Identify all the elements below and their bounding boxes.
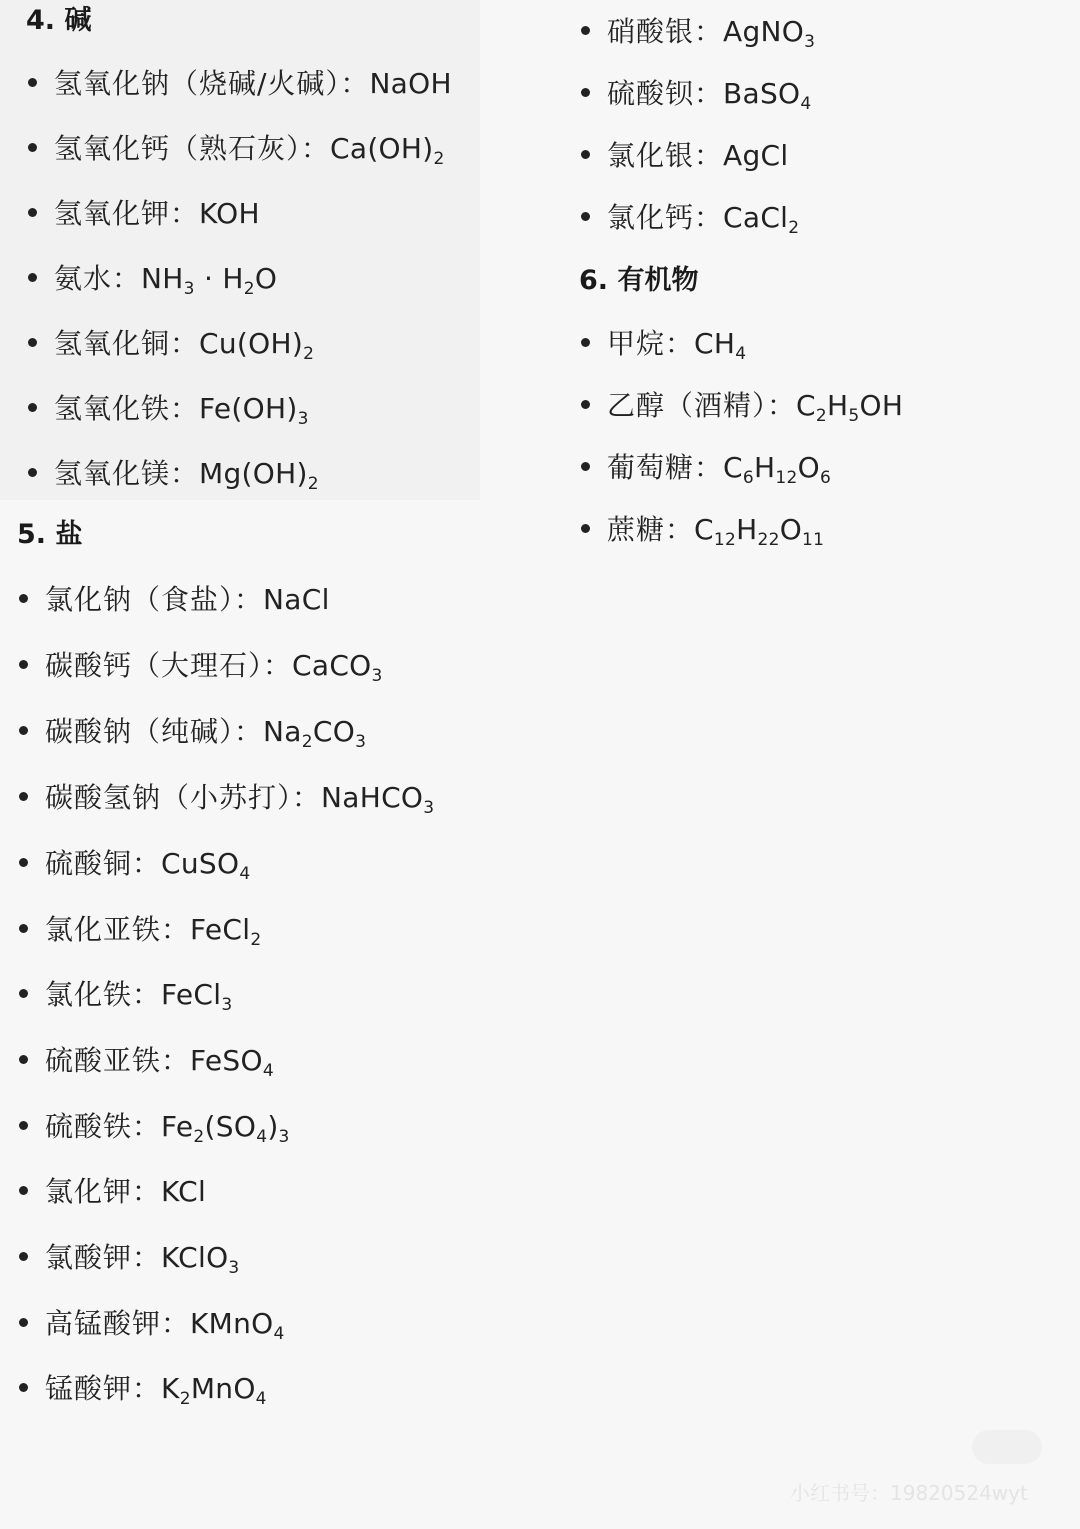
chemical-formula: $NH_3 \cdot H_2O$ — [141, 262, 278, 299]
list-item — [19, 912, 261, 948]
compound-name: 硫酸亚铁： — [45, 1044, 191, 1077]
compound-name: 葡萄糖： — [607, 451, 724, 484]
chemical-formula: NaHCO$_3$ — [321, 781, 435, 818]
chemical-formula: FeCl$_2$ — [190, 913, 262, 950]
list-item — [581, 450, 831, 486]
list-item — [19, 1306, 285, 1342]
section-heading-salt: 5. 盐 — [17, 519, 83, 550]
list-item — [19, 780, 434, 816]
bullet-icon — [581, 26, 590, 35]
bullet-icon — [28, 468, 37, 477]
bullet-icon — [581, 462, 590, 471]
list-item — [28, 66, 452, 102]
list-item — [28, 326, 314, 362]
compound-name: 氢氧化钠（烧碱/火碱）： — [54, 67, 370, 100]
chemical-formula: $Mg(OH)_2$ — [199, 457, 319, 494]
chemical-formula: FeSO$_4$ — [190, 1044, 274, 1081]
bullet-icon — [19, 660, 28, 669]
list-item — [581, 388, 903, 424]
bullet-icon — [19, 1252, 28, 1261]
compound-name: 硫酸铁： — [45, 1110, 162, 1143]
compound-name: 氯化钾： — [45, 1175, 162, 1208]
chemical-formula: KOH — [199, 197, 260, 230]
list-item — [581, 76, 812, 112]
list-item — [28, 196, 260, 232]
list-item — [581, 200, 799, 236]
compound-name: 氯酸钾： — [45, 1241, 162, 1274]
bullet-icon — [19, 792, 28, 801]
chemical-formula: $C_6H_{12}O_6$ — [723, 451, 832, 488]
list-item — [19, 1109, 290, 1145]
chemical-formula: $CH_4$ — [694, 327, 747, 364]
bullet-icon — [581, 400, 590, 409]
chemical-formula: AgNO$_3$ — [723, 15, 816, 52]
list-item — [19, 714, 366, 750]
list-item — [19, 582, 330, 618]
list-item — [28, 456, 319, 492]
list-item — [19, 1240, 240, 1276]
compound-name: 甲烷： — [607, 327, 695, 360]
compound-name: 硝酸银： — [607, 15, 724, 48]
chemical-formula: BaSO$_4$ — [723, 77, 812, 114]
compound-name: 氢氧化铜： — [54, 327, 200, 360]
chemical-formula: CaCl$_2$ — [723, 201, 800, 238]
bullet-icon — [19, 594, 28, 603]
bullet-icon — [19, 1121, 28, 1130]
section-heading-organic: 6. 有机物 — [579, 265, 699, 296]
compound-name: 氢氧化铁： — [54, 392, 200, 425]
bullet-icon — [581, 524, 590, 533]
list-item — [28, 131, 445, 167]
bullet-icon — [28, 338, 37, 347]
chemical-formula: $Fe(OH)_3$ — [199, 392, 309, 429]
bullet-icon — [19, 1055, 28, 1064]
chemical-formula: KMnO$_4$ — [190, 1307, 285, 1344]
list-item — [581, 138, 788, 174]
compound-name: 锰酸钾： — [45, 1372, 162, 1405]
compound-name: 氢氧化钙（熟石灰）： — [54, 132, 331, 165]
list-item — [19, 1174, 206, 1210]
bullet-icon — [581, 212, 590, 221]
chemical-formula: $Na_2CO_3$ — [263, 715, 367, 752]
compound-name: 蔗糖： — [607, 513, 695, 546]
compound-name: 氯化钙： — [607, 201, 724, 234]
chemical-formula: AgCl — [723, 139, 789, 172]
list-item — [19, 846, 250, 882]
compound-name: 氯化银： — [607, 139, 724, 172]
compound-name: 氯化铁： — [45, 978, 162, 1011]
bullet-icon — [28, 403, 37, 412]
bullet-icon — [19, 1318, 28, 1327]
chemical-formula: $Cu(OH)_2$ — [199, 327, 315, 364]
list-item — [19, 977, 232, 1013]
compound-name: 乙醇（酒精）： — [607, 389, 797, 422]
list-item — [19, 648, 383, 684]
watermark-text: 小红书号：19820524wyt — [790, 1481, 1028, 1505]
chemical-formula: $Ca(OH)_2$ — [330, 132, 445, 169]
bullet-icon — [19, 989, 28, 998]
compound-name: 氨水： — [54, 262, 142, 295]
list-item — [581, 512, 824, 548]
bullet-icon — [19, 858, 28, 867]
compound-name: 氯化亚铁： — [45, 913, 191, 946]
compound-name: 碳酸钠（纯碱）： — [45, 715, 264, 748]
compound-name: 氢氧化镁： — [54, 457, 200, 490]
bullet-icon — [19, 726, 28, 735]
list-item — [581, 326, 746, 362]
chemical-formula: $C_{12}H_{22}O_{11}$ — [694, 513, 825, 550]
chemical-formula: $C_2H_5OH$ — [796, 389, 904, 426]
chemical-formula: $K_2MnO_4$ — [161, 1372, 267, 1409]
chemical-formula: CaCO$_3$ — [292, 649, 383, 686]
compound-name: 高锰酸钾： — [45, 1307, 191, 1340]
bullet-icon — [28, 143, 37, 152]
chemical-formula: NaCl — [263, 583, 330, 616]
bullet-icon — [28, 78, 37, 87]
bullet-icon — [581, 150, 590, 159]
list-item — [19, 1043, 274, 1079]
compound-name: 碳酸氢钠（小苏打）： — [45, 781, 322, 814]
chemical-formula: CuSO$_4$ — [161, 847, 251, 884]
list-item — [581, 14, 815, 50]
list-item — [28, 391, 309, 427]
chemical-formula: FeCl$_3$ — [161, 978, 233, 1015]
list-item — [19, 1371, 267, 1407]
bullet-icon — [28, 273, 37, 282]
list-item — [28, 261, 277, 297]
compound-name: 氯化钠（食盐）： — [45, 583, 264, 616]
bullet-icon — [19, 1383, 28, 1392]
compound-name: 碳酸钙（大理石）： — [45, 649, 293, 682]
compound-name: 硫酸铜： — [45, 847, 162, 880]
bullet-icon — [28, 208, 37, 217]
chemical-formula: NaOH — [369, 67, 452, 100]
chemical-formula: KClO$_3$ — [161, 1241, 240, 1278]
compound-name: 氢氧化钾： — [54, 197, 200, 230]
watermark-badge — [972, 1430, 1042, 1464]
bullet-icon — [19, 1186, 28, 1195]
bullet-icon — [581, 88, 590, 97]
chemical-formula: $Fe_2(SO_4)_3$ — [161, 1110, 290, 1147]
bullet-icon — [19, 924, 28, 933]
compound-name: 硫酸钡： — [607, 77, 724, 110]
bullet-icon — [581, 338, 590, 347]
section-heading-base: 4. 碱 — [26, 5, 92, 36]
chemical-formula: KCl — [161, 1175, 207, 1208]
